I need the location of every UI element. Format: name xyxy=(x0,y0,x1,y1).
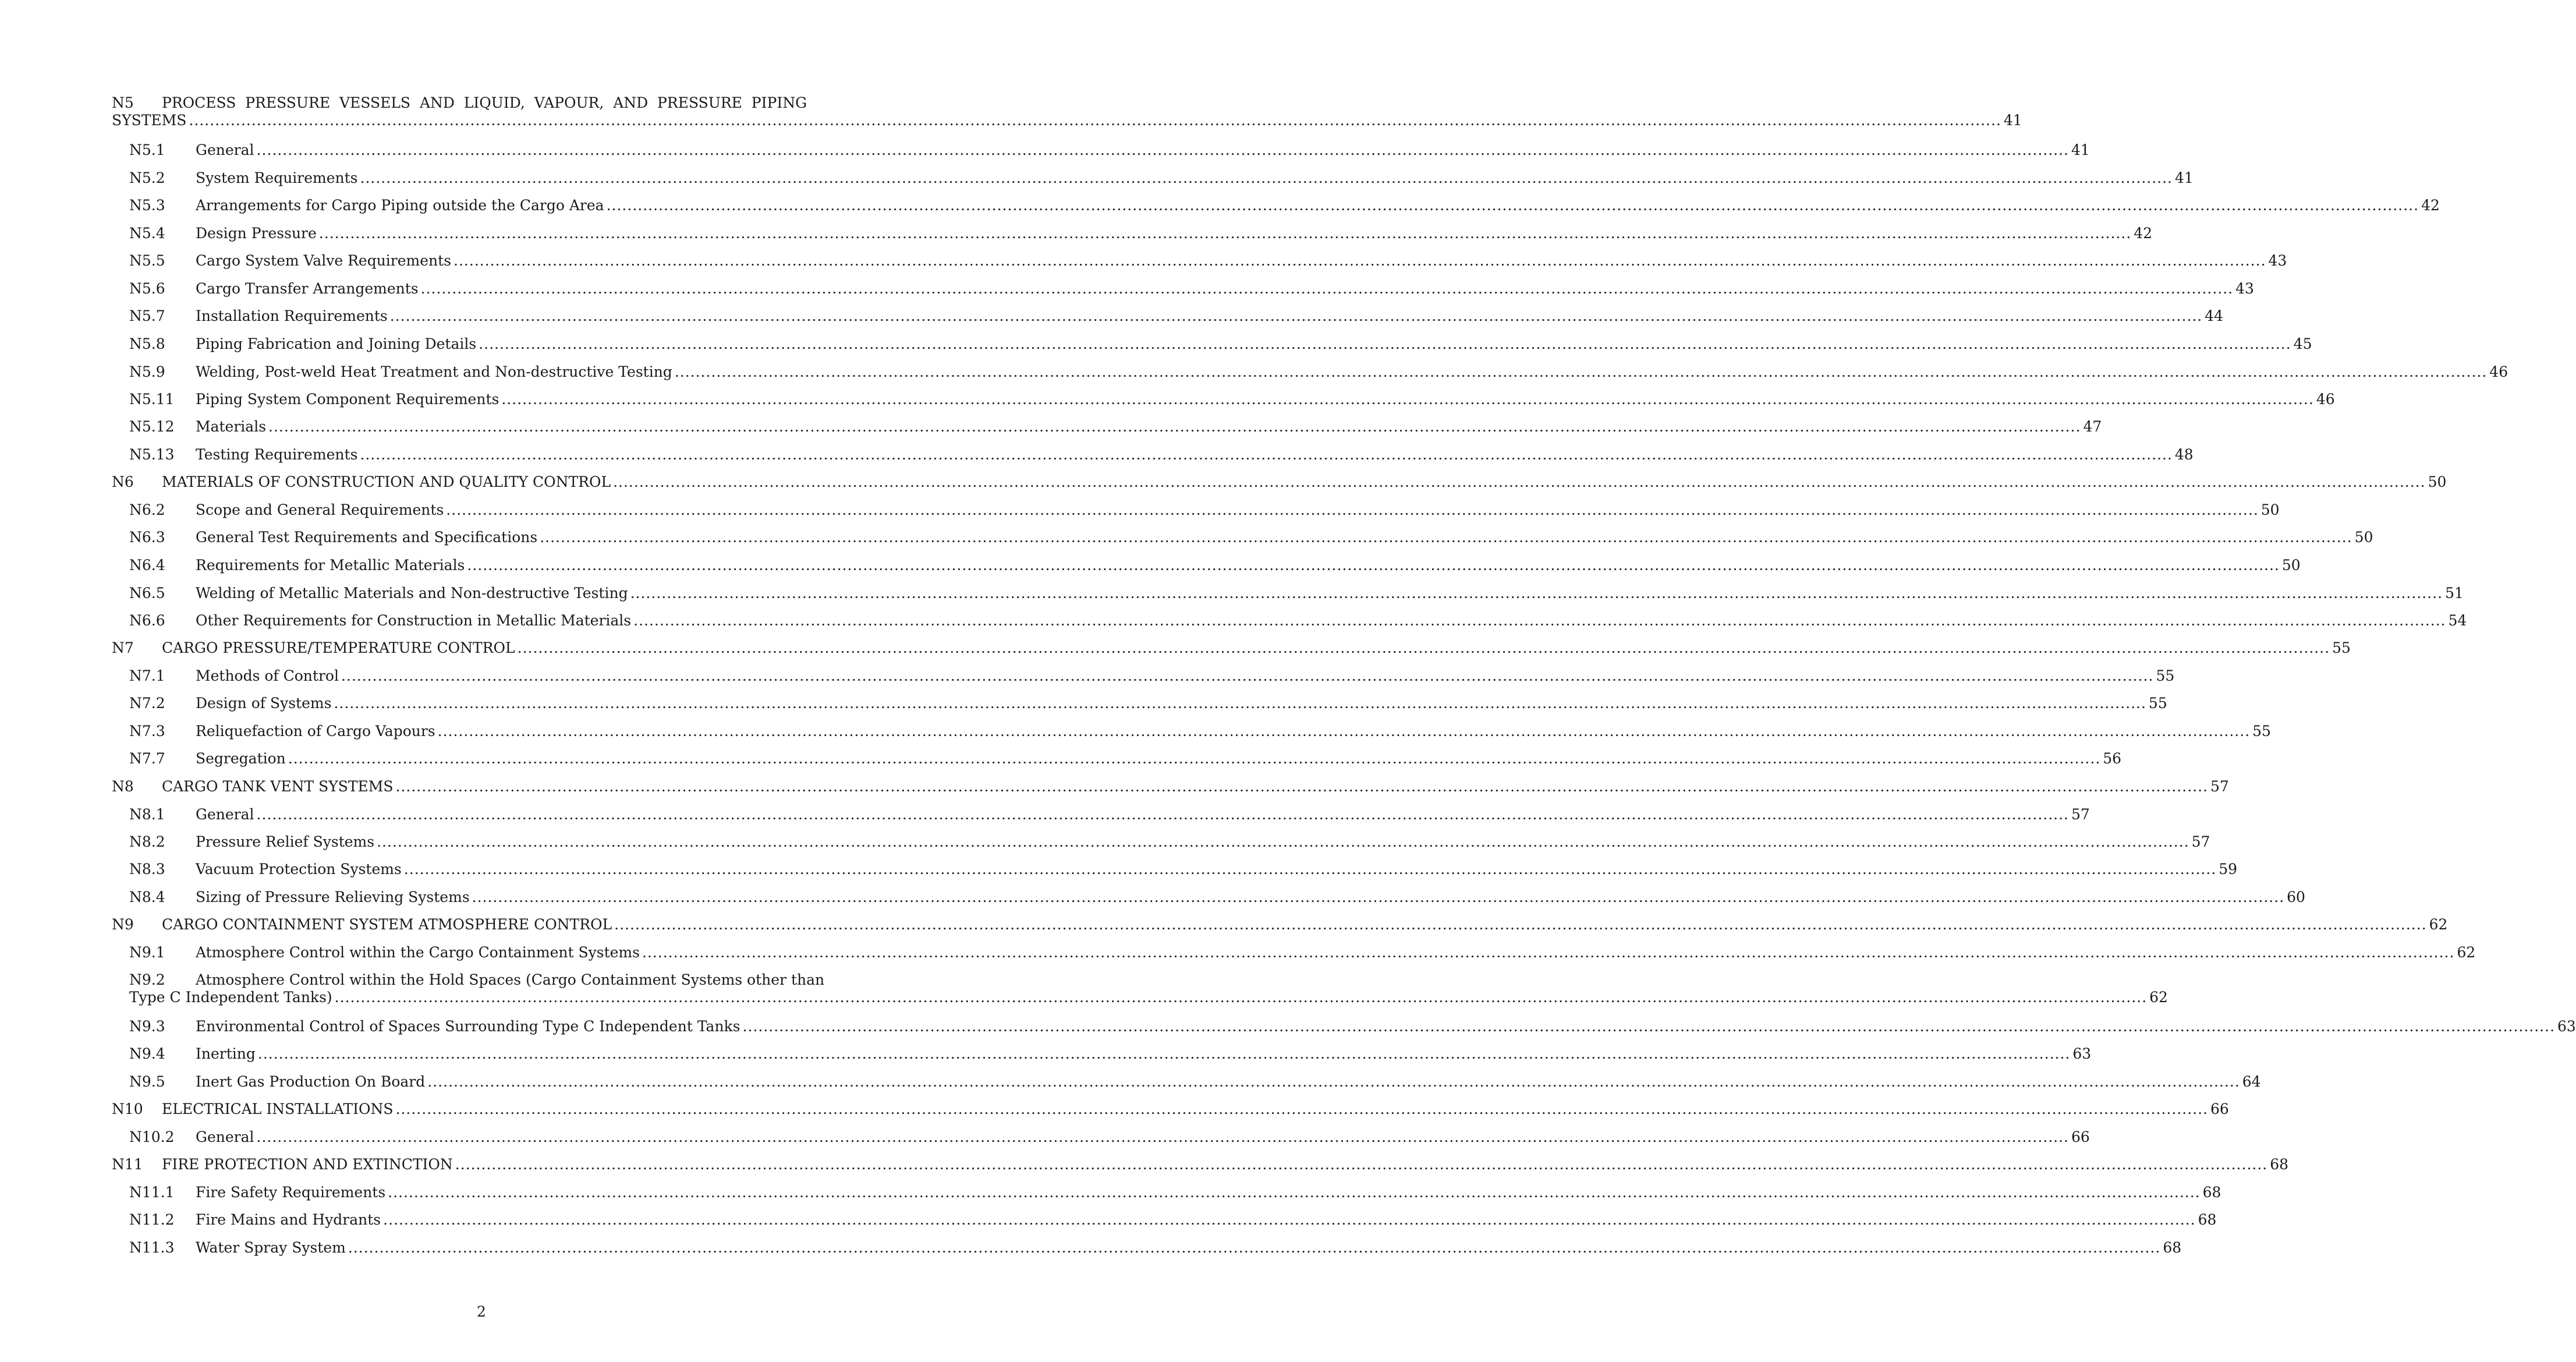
toc-entry-number: N6.5 xyxy=(129,585,165,602)
toc-entry-number: N9.3 xyxy=(129,1018,165,1035)
toc-entry-number: N10.2 xyxy=(129,1128,175,1145)
toc-entry-number: N8.3 xyxy=(129,861,165,878)
toc-entry-page: 46 xyxy=(2316,391,2335,408)
toc-entry-page: 44 xyxy=(2205,307,2224,324)
toc-entry-title: Arrangements for Cargo Piping outside the Cargo Area xyxy=(196,197,604,214)
dot-leader xyxy=(501,391,2313,408)
toc-entry-number: N9 xyxy=(112,916,134,933)
toc-entry-page: 50 xyxy=(2354,529,2373,546)
toc-entry-number: N11.1 xyxy=(129,1184,175,1201)
page-number: 2 xyxy=(477,1303,486,1320)
dot-leader xyxy=(335,989,2147,1006)
toc-entry-n6-2[interactable] xyxy=(112,501,2280,519)
dot-leader xyxy=(396,778,2208,795)
dot-leader xyxy=(288,750,2100,767)
dot-leader xyxy=(467,557,2279,574)
toc-entry-page: 57 xyxy=(2210,778,2229,795)
toc-entry-number: N5.8 xyxy=(129,335,165,352)
toc-entry-number: N6.3 xyxy=(129,529,165,546)
dot-leader xyxy=(614,916,2426,933)
toc-entry-n11-2[interactable] xyxy=(112,1211,2217,1229)
toc-entry-n7-1[interactable] xyxy=(112,667,2175,685)
toc-entry-page: 68 xyxy=(2198,1211,2217,1228)
toc-entry-number: N8 xyxy=(112,778,134,795)
toc-entry-number: N5.4 xyxy=(129,225,165,242)
toc-entry-number: N7.1 xyxy=(129,667,165,684)
toc-entry-title: Materials xyxy=(196,418,267,435)
toc-entry-title: Atmosphere Control within the Cargo Containment Systems xyxy=(196,944,640,961)
toc-entry-page: 64 xyxy=(2242,1073,2261,1090)
toc-entry-title: Sizing of Pressure Relieving Systems xyxy=(196,889,470,905)
toc-entry-n5-7[interactable] xyxy=(112,307,2224,325)
toc-entry-title: Inerting xyxy=(196,1045,256,1062)
toc-entry-number: N6 xyxy=(112,473,134,490)
dot-leader xyxy=(319,225,2131,242)
toc-entry-page: 57 xyxy=(2191,833,2210,850)
toc-entry-title: Piping System Component Requirements xyxy=(196,391,499,408)
toc-entry-title: Welding of Metallic Materials and Non-destructive Testing xyxy=(196,585,628,602)
toc-entry-title: Design of Systems xyxy=(196,695,332,712)
dot-leader xyxy=(427,1073,2240,1091)
toc-entry-title: Other Requirements for Construction in Metallic Materials xyxy=(196,612,632,629)
toc-entry-title: Vacuum Protection Systems xyxy=(196,861,402,878)
toc-entry-title: CARGO TANK VENT SYSTEMS xyxy=(162,778,394,795)
toc-entry-n7-7[interactable] xyxy=(112,750,2122,767)
toc-entry-number: N10 xyxy=(112,1101,143,1117)
toc-entry-n8-3[interactable] xyxy=(112,861,2238,878)
toc-entry-page: 66 xyxy=(2071,1128,2090,1145)
dot-leader xyxy=(675,363,2487,381)
dot-leader xyxy=(257,1128,2069,1146)
toc-entry-number: N5.6 xyxy=(129,280,165,297)
dot-leader xyxy=(189,112,2001,129)
toc-entry-title: FIRE PROTECTION AND EXTINCTION xyxy=(162,1156,453,1173)
toc-entry-n5-3[interactable] xyxy=(112,197,2440,214)
toc-entry-title: CARGO CONTAINMENT SYSTEM ATMOSPHERE CONTROL xyxy=(162,916,612,933)
dot-leader xyxy=(257,806,2069,823)
toc-entry-title: Testing Requirements xyxy=(196,446,358,463)
dot-leader xyxy=(633,612,2446,629)
dot-leader xyxy=(258,1045,2070,1063)
toc-entry-number: N11 xyxy=(112,1156,143,1173)
toc-entry-page: 41 xyxy=(2003,112,2022,129)
toc-entry-title-continued: Type C Independent Tanks) xyxy=(129,989,332,1006)
dot-leader xyxy=(348,1239,2160,1257)
toc-entry-page: 60 xyxy=(2287,889,2305,905)
toc-entry-page: 41 xyxy=(2175,169,2194,186)
dot-leader xyxy=(743,1018,2555,1035)
toc-entry-page: 55 xyxy=(2148,695,2167,712)
dot-leader xyxy=(518,639,2330,657)
toc-entry-n9-1[interactable] xyxy=(112,944,2476,961)
dot-leader xyxy=(540,529,2352,546)
toc-entry-n10[interactable] xyxy=(112,1101,2229,1118)
toc-entry-number: N6.2 xyxy=(129,501,165,518)
toc-entry-number: N9.4 xyxy=(129,1045,165,1062)
toc-entry-page: 62 xyxy=(2429,916,2448,933)
toc-entry-n11-1[interactable] xyxy=(112,1184,2221,1201)
dot-leader xyxy=(257,141,2069,159)
toc-entry-title: Segregation xyxy=(196,750,286,767)
toc-entry-title: General Test Requirements and Specifications xyxy=(196,529,538,546)
toc-entry-title: Installation Requirements xyxy=(196,307,388,324)
toc-entry-number: N7.7 xyxy=(129,750,165,767)
toc-entry-page: 48 xyxy=(2174,446,2194,463)
toc-entry-n5-2[interactable] xyxy=(112,169,2194,187)
toc-entry-n7[interactable] xyxy=(112,639,2351,657)
toc-entry-number: N9.5 xyxy=(129,1073,165,1090)
dot-leader xyxy=(383,1211,2195,1229)
toc-entry-title: Inert Gas Production On Board xyxy=(196,1073,426,1090)
toc-entry-page: 63 xyxy=(2072,1045,2092,1062)
toc-entry-page: 43 xyxy=(2235,280,2254,297)
toc-entry-n7-3[interactable] xyxy=(112,723,2271,740)
toc-entry-title: Reliquefaction of Cargo Vapours xyxy=(196,723,435,740)
toc-entry-n6-3[interactable] xyxy=(112,529,2373,546)
toc-entry-title-continued: SYSTEMS xyxy=(112,112,187,129)
toc-entry-title: General xyxy=(196,806,254,823)
toc-entry-title: Atmosphere Control within the Hold Spaces (Cargo Containment Systems other than xyxy=(196,971,825,988)
toc-entry-n5-4[interactable] xyxy=(112,225,2153,242)
toc-entry-number: N8.4 xyxy=(129,889,165,905)
toc-entry-page: 55 xyxy=(2252,723,2271,740)
toc-entry-title: Requirements for Metallic Materials xyxy=(196,557,465,574)
toc-entry-title: System Requirements xyxy=(196,169,358,186)
toc-entry-n6-6[interactable] xyxy=(112,612,2467,629)
toc-entry-title: General xyxy=(196,1128,254,1145)
toc-entry-n5-5[interactable] xyxy=(112,252,2287,270)
toc-entry-n5-1[interactable] xyxy=(112,141,2090,159)
toc-entry-page: 50 xyxy=(2260,501,2280,518)
toc-entry-title: ELECTRICAL INSTALLATIONS xyxy=(162,1101,394,1117)
toc-entry-number: N5.11 xyxy=(129,391,175,408)
toc-entry-n5-12[interactable] xyxy=(112,418,2102,436)
toc-entry-title: Design Pressure xyxy=(196,225,317,242)
toc-entry-number: N5.2 xyxy=(129,169,165,186)
dot-leader xyxy=(360,446,2172,464)
toc-entry-n6-4[interactable] xyxy=(112,557,2301,574)
toc-entry-title: Scope and General Requirements xyxy=(196,501,444,518)
toc-entry-number: N8.1 xyxy=(129,806,165,823)
dot-leader xyxy=(396,1101,2208,1118)
toc-entry-n5-9[interactable] xyxy=(112,363,2508,381)
toc-entry-page: 57 xyxy=(2071,806,2090,823)
toc-entry-page: 63 xyxy=(2557,1018,2576,1035)
toc-entry-n8-4[interactable] xyxy=(112,889,2305,906)
toc-entry-page: 62 xyxy=(2457,944,2476,961)
toc-entry-title: General xyxy=(196,141,254,158)
toc-entry-title: Welding, Post-weld Heat Treatment and Non-destructive Testing xyxy=(196,363,672,380)
toc-entry-number: N6.6 xyxy=(129,612,165,629)
toc-entry-title: Pressure Relief Systems xyxy=(196,833,375,850)
toc-entry-n9-5[interactable] xyxy=(112,1073,2261,1091)
toc-entry-number: N5.5 xyxy=(129,252,165,269)
dot-leader xyxy=(642,944,2454,961)
toc-entry-page: 42 xyxy=(2421,197,2440,214)
toc-entry-n8-2[interactable] xyxy=(112,833,2210,851)
toc-entry-n5-6[interactable] xyxy=(112,280,2254,298)
toc-entry-number: N11.2 xyxy=(129,1211,175,1228)
toc-entry-page: 55 xyxy=(2156,667,2175,684)
dot-leader xyxy=(390,307,2202,325)
toc-entry-page: 59 xyxy=(2219,861,2238,878)
toc-entry-number: N11.3 xyxy=(129,1239,175,1256)
dot-leader xyxy=(360,169,2173,187)
toc-entry-n6[interactable] xyxy=(112,473,2447,491)
toc-entry-n9-3[interactable] xyxy=(112,1018,2576,1035)
toc-entry-title: Cargo Transfer Arrangements xyxy=(196,280,419,297)
toc-entry-title: Methods of Control xyxy=(196,667,339,684)
toc-entry-n9[interactable] xyxy=(112,916,2448,933)
toc-entry-n8-1[interactable] xyxy=(112,806,2090,823)
toc-entry-title: Environmental Control of Spaces Surrounding Type C Independent Tanks xyxy=(196,1018,740,1035)
toc-entry-title: Piping Fabrication and Joining Details xyxy=(196,335,477,352)
toc-entry-page: 56 xyxy=(2103,750,2122,767)
dot-leader xyxy=(421,280,2233,298)
toc-entry-number: N5.3 xyxy=(129,197,165,214)
toc-entry-number: N5 xyxy=(112,94,134,111)
toc-entry-page: 66 xyxy=(2210,1101,2229,1117)
toc-entry-n10-2[interactable] xyxy=(112,1128,2090,1146)
dot-leader xyxy=(607,197,2419,214)
toc-entry-number: N7 xyxy=(112,639,134,656)
toc-entry-page: 68 xyxy=(2163,1239,2182,1256)
dot-leader xyxy=(446,501,2258,519)
dot-leader xyxy=(453,252,2266,270)
toc-entry-page: 47 xyxy=(2083,418,2102,435)
toc-entry-number: N5.9 xyxy=(129,363,165,380)
toc-entry-page: 51 xyxy=(2445,585,2464,602)
toc-entry-n9-2[interactable] xyxy=(112,971,2168,1006)
toc-entry-n7-2[interactable] xyxy=(112,695,2167,712)
toc-entry-n11-3[interactable] xyxy=(112,1239,2182,1257)
toc-entry-n5-13[interactable] xyxy=(112,446,2194,464)
toc-entry-title: Fire Mains and Hydrants xyxy=(196,1211,381,1228)
toc-entry-number: N8.2 xyxy=(129,833,165,850)
toc-entry-title: Water Spray System xyxy=(196,1239,346,1256)
toc-entry-number: N7.3 xyxy=(129,723,165,740)
toc-entry-n5-11[interactable] xyxy=(112,391,2335,408)
toc-entry-page: 50 xyxy=(2281,557,2301,574)
toc-entry-n8[interactable] xyxy=(112,778,2229,795)
toc-entry-n5-8[interactable] xyxy=(112,335,2312,353)
toc-entry-number: N5.7 xyxy=(129,307,165,324)
toc-entry-number: N9.1 xyxy=(129,944,165,961)
toc-entry-page: 68 xyxy=(2270,1156,2289,1173)
toc-entry-number: N5.12 xyxy=(129,418,175,435)
toc-entry-page: 50 xyxy=(2428,473,2447,490)
dot-leader xyxy=(613,473,2425,491)
toc-entry-n9-4[interactable] xyxy=(112,1045,2092,1063)
dot-leader xyxy=(630,585,2443,602)
dot-leader xyxy=(334,695,2146,712)
toc-entry-title: Cargo System Valve Requirements xyxy=(196,252,452,269)
toc-entry-page: 55 xyxy=(2332,639,2351,656)
toc-entry-number: N6.4 xyxy=(129,557,165,574)
toc-entry-title: MATERIALS OF CONSTRUCTION AND QUALITY CONTROL xyxy=(162,473,611,490)
toc-entry-page: 45 xyxy=(2293,335,2312,352)
toc-entry-number: N7.2 xyxy=(129,695,165,712)
toc-entry-title: Fire Safety Requirements xyxy=(196,1184,386,1201)
toc-entry-page: 42 xyxy=(2134,225,2153,242)
dot-leader xyxy=(479,335,2291,353)
toc-entry-number: N9.2 xyxy=(129,971,165,988)
dot-leader xyxy=(268,418,2081,436)
dot-leader xyxy=(455,1156,2267,1173)
toc-entry-n6-5[interactable] xyxy=(112,585,2464,602)
toc-entry-page: 54 xyxy=(2448,612,2467,629)
toc-entry-number: N5.1 xyxy=(129,141,165,158)
toc-entry-page: 68 xyxy=(2202,1184,2221,1201)
dot-leader xyxy=(388,1184,2200,1201)
dot-leader xyxy=(472,889,2284,906)
toc-entry-title: CARGO PRESSURE/TEMPERATURE CONTROL xyxy=(162,639,515,656)
toc-entry-page: 46 xyxy=(2489,363,2508,380)
toc-entry-page: 43 xyxy=(2268,252,2287,269)
toc-entry-n11[interactable] xyxy=(112,1156,2289,1173)
toc-entry-page: 62 xyxy=(2149,989,2168,1006)
toc-entry-number: N5.13 xyxy=(129,446,175,463)
toc-entry-page: 41 xyxy=(2071,141,2090,158)
dot-leader xyxy=(404,861,2216,878)
toc-entry-n5[interactable] xyxy=(112,94,2022,129)
dot-leader xyxy=(341,667,2153,685)
dot-leader xyxy=(438,723,2250,740)
dot-leader xyxy=(377,833,2189,851)
toc-entry-title: PROCESS PRESSURE VESSELS AND LIQUID, VAPOUR, AND PRESSURE PIPING xyxy=(162,94,807,111)
